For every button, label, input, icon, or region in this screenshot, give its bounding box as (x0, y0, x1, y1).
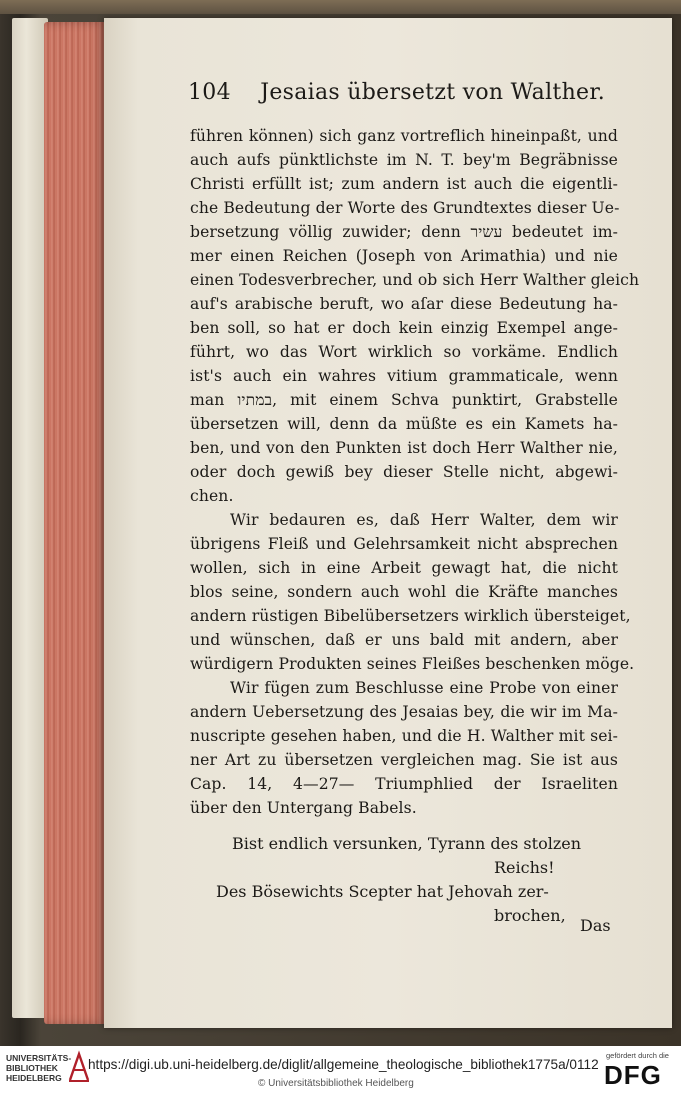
text-line: mer einen Reichen (Joseph von Arimathia) und nie (190, 247, 618, 265)
book-binding (12, 18, 48, 1018)
text-line: Cap. 14, 4—27— Triumphlied der Israeliten (190, 775, 618, 793)
text-line: andern rüstigen Bibelübersetzers wirklich übersteiget, (190, 607, 631, 625)
text-line: auf's arabische beruft, wo aſar diese Bedeutung ha- (190, 295, 618, 313)
text-line: führen können) sich ganz vortreflich hineinpaßt, und (190, 127, 618, 145)
text-line: Wir bedauren es, daß Herr Walter, dem wir (230, 511, 618, 529)
text-line: führt, wo das Wort wirklich so vorkäme. Endlich (190, 343, 618, 361)
book-top-edge (0, 0, 681, 14)
verse-line: Bist endlich versunken, Tyrann des stolzen (232, 834, 582, 853)
text-line: oder doch gewiß bey dieser Stelle nicht, abgewi- (190, 463, 618, 481)
page-number: 104 (188, 80, 231, 105)
text-line: che Bedeutung der Worte des Grundtextes dieser Ue- (190, 199, 620, 217)
source-url-link[interactable]: https://digi.ub.uni-heidelberg.de/diglit/allgemeine_theologische_bibliothek1775a/0112 (88, 1057, 599, 1072)
dfg-logo: DFG (604, 1060, 662, 1090)
funded-by-label: gefördert durch die (606, 1051, 669, 1060)
catchword: Das (580, 916, 611, 935)
text-line: man במתיו, mit einem Schva punktirt, Grabstelle (190, 391, 619, 409)
running-header (188, 80, 606, 110)
text-line: ben, und von den Punkten ist doch Herr Walther nie, (190, 439, 618, 457)
text-line: chen. (190, 487, 234, 505)
page-edges (44, 22, 106, 1024)
text-line: Wir fügen zum Beschlusse eine Probe von einer (230, 679, 618, 697)
verse-line: Des Bösewichts Scepter hat Jehovah zer- (216, 882, 549, 901)
text-line: über den Untergang Babels. (190, 799, 417, 817)
viewer-footer (0, 1046, 681, 1094)
running-title: Jesaias übersetzt von Walther. (260, 80, 606, 105)
text-line: auch aufs pünktlichste im N. T. bey'm Begräbnisse (190, 151, 618, 169)
text-line: bersetzung völlig zuwider; denn עשיר bedeutet im- (190, 223, 618, 241)
text-line: ben soll, so hat er doch kein einzig Exempel ange- (190, 319, 618, 337)
text-line: würdigern Produkten seines Fleißes beschenken möge. (190, 655, 635, 673)
text-line: ist's auch ein wahres vitium grammaticale, wenn (190, 367, 618, 385)
verse-line: brochen, (494, 906, 566, 925)
text-line: andern Uebersetzung des Jesaias bey, die wir im Ma- (190, 703, 618, 721)
text-line: nuscripte gesehen haben, und die H. Walther mit sei- (190, 727, 618, 745)
text-line: übrigens Fleiß und Gelehrsamkeit nicht absprechen (190, 535, 618, 553)
text-line: Christi erfüllt ist; zum andern ist auch die eigentli- (190, 175, 618, 193)
text-line: einen Todesverbrecher, und ob sich Herr Walther gleich (190, 271, 640, 289)
text-line: blos seine, sondern auch wohl die Kräfte manches (190, 583, 618, 601)
text-line: ner Art zu übersetzen vergleichen mag. Sie ist aus (190, 751, 618, 769)
text-line: übersetzen will, denn da müßte es ein Kamets ha- (190, 415, 618, 433)
text-line: und wünschen, daß er uns bald mit andern, aber (190, 631, 618, 649)
library-name: UNIVERSITÄTS- BIBLIOTHEK HEIDELBERG (6, 1053, 72, 1083)
copyright-notice: © Universitätsbibliothek Heidelberg (258, 1078, 414, 1089)
verse-line: Reichs! (494, 858, 555, 877)
text-line: wollen, sich in eine Arbeit gewagt hat, die nicht (190, 559, 618, 577)
